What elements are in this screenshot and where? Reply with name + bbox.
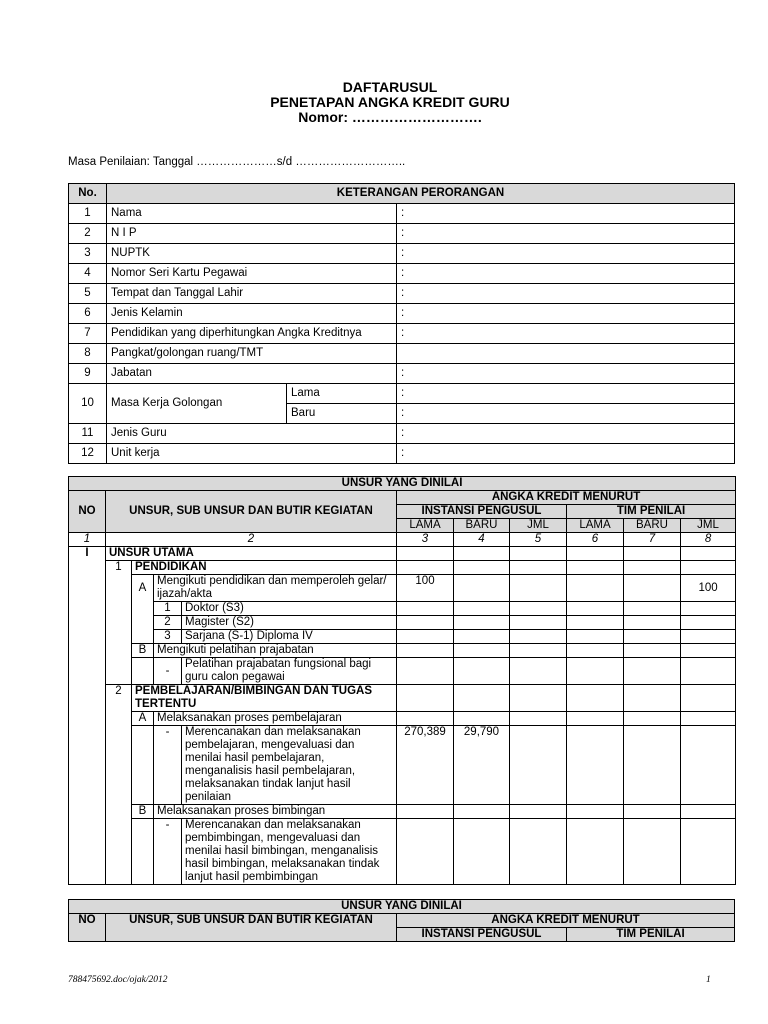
s2a-lama: 270,389 xyxy=(397,726,454,805)
no-header: NO xyxy=(69,491,106,533)
row-sublabel: Baru xyxy=(287,404,397,424)
row-no: 9 xyxy=(69,364,107,384)
row-value xyxy=(397,344,735,364)
row-value: : xyxy=(397,304,735,324)
row-no: 11 xyxy=(69,424,107,444)
lama-header: LAMA xyxy=(567,519,624,533)
item-letter: B xyxy=(132,644,154,658)
jml-header: JML xyxy=(510,519,567,533)
dash: - xyxy=(154,819,182,885)
unsur-table xyxy=(68,476,736,885)
kegiatan-header: UNSUR, SUB UNSUR DAN BUTIR KEGIATAN xyxy=(106,914,397,942)
row-label: Nomor Seri Kartu Pegawai xyxy=(107,264,397,284)
col-num: 2 xyxy=(106,533,397,547)
footer-filename: 788475692.doc/ojak/2012 xyxy=(68,975,168,985)
row-label: Unit kerja xyxy=(107,444,397,464)
row-no: 6 xyxy=(69,304,107,324)
unsur-utama: UNSUR UTAMA xyxy=(106,547,397,561)
unsur-title: UNSUR YANG DINILAI xyxy=(69,900,735,914)
item-letter: A xyxy=(132,575,154,602)
instansi-header: INSTANSI PENGUSUL xyxy=(397,928,567,942)
a-lama: 100 xyxy=(397,575,454,602)
row-value: : xyxy=(397,444,735,464)
row-no: 3 xyxy=(69,244,107,264)
footer-page-number: 1 xyxy=(706,975,711,985)
unsur-title: UNSUR YANG DINILAI xyxy=(69,477,736,491)
row-value: : xyxy=(397,284,735,304)
baru-header: BARU xyxy=(624,519,681,533)
row-no: 8 xyxy=(69,344,107,364)
degree-no: 1 xyxy=(154,602,182,616)
row-label: Jabatan xyxy=(107,364,397,384)
row-value: : xyxy=(397,224,735,244)
row-value: : xyxy=(397,204,735,224)
row-no: 7 xyxy=(69,324,107,344)
degree-text: Sarjana (S-1) Diploma IV xyxy=(182,630,397,644)
no-header: NO xyxy=(69,914,106,942)
col-num: 5 xyxy=(510,533,567,547)
sub-no: 1 xyxy=(106,561,132,575)
baru-header: BARU xyxy=(454,519,510,533)
col-no-header: No. xyxy=(69,184,107,204)
row-no: 5 xyxy=(69,284,107,304)
item-text: Pelatihan prajabatan fungsional bagi guru calon pegawai xyxy=(182,658,397,685)
col-num: 7 xyxy=(624,533,681,547)
a-tim-jml: 100 xyxy=(681,575,736,602)
dash: - xyxy=(154,658,182,685)
item-text: Merencanakan dan melaksanakan pembimbingan, mengevaluasi dan menilai hasil bimbingan, menganalisis hasil bimbingan, melaksanakan tindak lanjut hasil pembimbingan xyxy=(182,819,397,885)
degree-text: Doktor (S3) xyxy=(182,602,397,616)
degree-text: Magister (S2) xyxy=(182,616,397,630)
doc-title-2: PENETAPAN ANGKA KREDIT GURU xyxy=(270,94,510,110)
keterangan-header: KETERANGAN PERORANGAN xyxy=(107,184,735,204)
item-letter: A xyxy=(132,712,154,726)
row-no: 1 xyxy=(69,204,107,224)
item-text: Merencanakan dan melaksanakan pembelajaran, mengevaluasi dan menilai hasil pembelajaran, menganalisis hasil pembelajaran, melaksanakan tindak lanjut hasil penilaian xyxy=(182,726,397,805)
item-letter: B xyxy=(132,805,154,819)
col-num: 8 xyxy=(681,533,736,547)
row-value: : xyxy=(397,264,735,284)
item-text: Mengikuti pelatihan prajabatan xyxy=(154,644,397,658)
dash: - xyxy=(154,726,182,805)
sub-label: PEMBELAJARAN/BIMBINGAN DAN TUGAS TERTENTU xyxy=(132,685,397,712)
row-label: Jenis Guru xyxy=(107,424,397,444)
row-value: : xyxy=(397,324,735,344)
kegiatan-header: UNSUR, SUB UNSUR DAN BUTIR KEGIATAN xyxy=(106,491,397,533)
row-value: : xyxy=(397,364,735,384)
sub-label: PENDIDIKAN xyxy=(132,561,397,575)
col-num: 3 xyxy=(397,533,454,547)
masa-penilaian: Masa Penilaian: Tanggal …………………s/d ……………………….. xyxy=(68,156,406,168)
row-no: 10 xyxy=(69,384,107,424)
angka-header: ANGKA KREDIT MENURUT xyxy=(397,914,735,928)
row-value: : xyxy=(397,404,735,424)
doc-title-1: DAFTARUSUL xyxy=(342,79,438,95)
col-num: 4 xyxy=(454,533,510,547)
item-text: Melaksanakan proses bimbingan xyxy=(154,805,397,819)
row-no: 4 xyxy=(69,264,107,284)
row-value: : xyxy=(397,244,735,264)
jml-header: JML xyxy=(681,519,736,533)
roman-no: I xyxy=(69,547,106,561)
col-num: 6 xyxy=(567,533,624,547)
row-label: Tempat dan Tanggal Lahir xyxy=(107,284,397,304)
instansi-header: INSTANSI PENGUSUL xyxy=(397,505,567,519)
angka-header: ANGKA KREDIT MENURUT xyxy=(397,491,736,505)
row-sublabel: Lama xyxy=(287,384,397,404)
row-label: Pangkat/golongan ruang/TMT xyxy=(107,344,397,364)
degree-no: 2 xyxy=(154,616,182,630)
lama-header: LAMA xyxy=(397,519,454,533)
unsur-table-continued xyxy=(68,899,735,942)
personal-info-table xyxy=(68,183,735,464)
sub-no: 2 xyxy=(106,685,132,712)
s2a-baru: 29,790 xyxy=(454,726,510,805)
row-label: NUPTK xyxy=(107,244,397,264)
col-num: 1 xyxy=(69,533,106,547)
row-label: Nama xyxy=(107,204,397,224)
tim-header: TIM PENILAI xyxy=(567,505,736,519)
row-no: 12 xyxy=(69,444,107,464)
row-label: N I P xyxy=(107,224,397,244)
row-label: Pendidikan yang diperhitungkan Angka Kreditnya xyxy=(107,324,397,344)
row-value: : xyxy=(397,424,735,444)
row-value: : xyxy=(397,384,735,404)
row-label: Jenis Kelamin xyxy=(107,304,397,324)
item-text: Melaksanakan proses pembelajaran xyxy=(154,712,397,726)
row-no: 2 xyxy=(69,224,107,244)
degree-no: 3 xyxy=(154,630,182,644)
doc-title-3: Nomor: ………………………. xyxy=(298,109,482,125)
item-text: Mengikuti pendidikan dan memperoleh gelar/ ijazah/akta xyxy=(154,575,397,602)
tim-header: TIM PENILAI xyxy=(567,928,735,942)
row-label: Masa Kerja Golongan xyxy=(107,384,287,424)
